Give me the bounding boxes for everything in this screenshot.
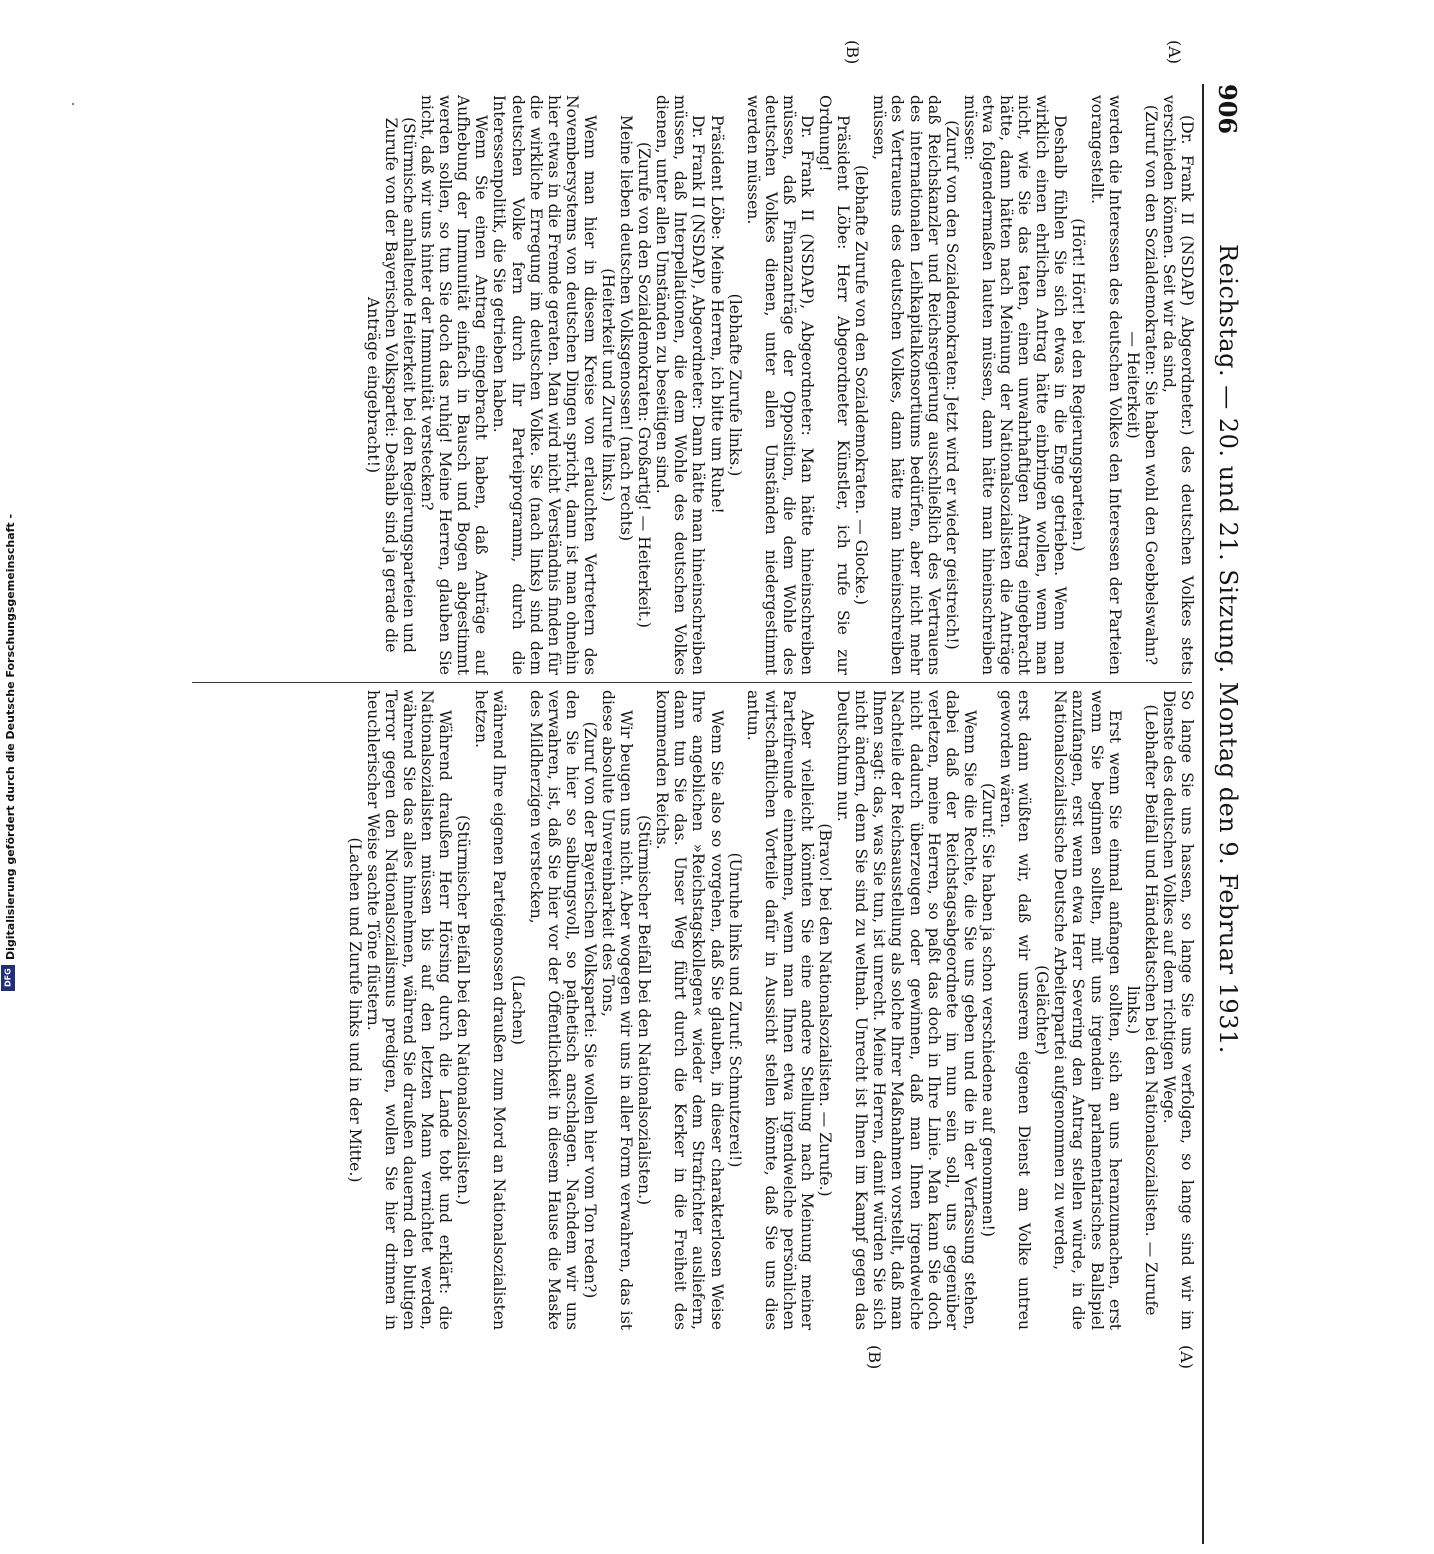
margin-marker-a-right: (A) <box>1177 1345 1196 1370</box>
stage-direction: (Zuruf: Sie haben ja schon verschiedene auf genommen!) <box>978 783 997 1237</box>
paragraph: Deshalb fühlen Sie sich etwas in die Enge getrieben. Wenn man wirklich einen ehrlichen Antrag hätte einbringen wollen, wenn man nicht, wie Sie das taten, einen unwahrhaftigen Antrag eingebracht hätte, dann hätten nach Meinung der Nationalsozialisten die Anträge etwa folgendermaßen lauten müssen, dann hätte man hineinschreiben müssen: <box>960 95 1070 675</box>
paragraph: Während draußen Herr Hörsing durch die Lande tobt und erklärt: die Nationalsozialisten müssen bis auf den letzten Mann vernichtet werden, während Sie das alles hinnehmen, während Sie draußen dauernd den blutigen Terror gegen den Nationalsozialismus predigen, wollen Sie hier drinnen in heuchlerischer Weise sachte Töne flüstern. <box>363 690 455 1330</box>
paragraph: Dr. Frank II (NSDAP), Abgeordneter: Dann hätte man hineinschreiben müssen, daß Interpellationen, die dem Wohle des deutschen Volkes dienen, unter allen Umständen zu beseitigen sind. <box>653 95 708 675</box>
stage-direction: (Zurufe von den Sozialdemokraten: Großartig! — Heiterkeit.) <box>635 142 654 628</box>
paragraph: (Dr. Frank II (NSDAP) Abgeordneter.) des deutschen Volkes stets verschieden können. Seit wir da sind, <box>1159 95 1196 675</box>
paragraph: Dr. Frank II (NSDAP), Abgeordneter: Man hätte hineinschreiben müssen, daß Finanzanträge der Opposition, die dem Wohle des deutschen Volkes dienen, unter allen Umständen niedergestimmt werden müssen. <box>743 95 817 675</box>
column-divider <box>192 682 1192 683</box>
rotated-page <box>72 0 1342 1370</box>
running-head-title: Reichstag. — 20. und 21. Sitzung. Montag den 9. Februar 1931. <box>1214 244 1242 1054</box>
left-column <box>186 95 1196 675</box>
paragraph: Präsident Löbe: Herr Abgeordneter Künstler, ich rufe Sie zur Ordnung! <box>816 95 853 675</box>
stage-direction: (Zuruf von den Sozialdemokraten: Jetzt wird er wieder geistreich!) <box>942 120 961 650</box>
digitization-credit: Digitalisierung gefördert durch die Deutsche Forschungsgemeinschaft - <box>4 513 17 960</box>
stage-direction: (Lachen) <box>508 975 527 1045</box>
dfg-logo: DFG <box>1 965 15 991</box>
stage-direction: (Lebhafter Beifall und Händeklatschen bei den Nationalsozialisten. — Zurufe links.) <box>1123 704 1160 1316</box>
paragraph: während Ihre eigenen Parteigenossen draußen zum Mord an Nationalsozialisten hetzen. <box>472 690 509 1330</box>
running-head <box>1202 84 1242 1554</box>
paragraph: werden die Interessen des deutschen Volkes den Interessen der Parteien vorangestellt. <box>1087 95 1124 675</box>
page-number: 906 <box>1213 84 1242 135</box>
paragraph: Wir beugen uns nicht. Aber wogegen wir uns in aller Form verwahren, das ist diese absolute Unvereinbarkeit des Tons, <box>599 690 636 1330</box>
paragraph: Wenn man hier in diesem Kreise von erlauchten Vertretern des Novembersystems von deutschen Dingen spricht, dann ist man ohnehin hier etwas in die Fremde geraten. Man wird nicht Verständnis finden für die wirkliche Erregung im deutschen Volke. Sie (nach links) sind dem deutschen Volke fern durch Ihr Parteiprogramm, durch die Interessenpolitik, die Sie getrieben haben. <box>490 95 599 675</box>
paragraph: Erst wenn Sie einmal anfangen sollten, sich an uns heranzumachen, erst wenn Sie beginnen sollten, mit uns irgendein parlamentarisches Ballspiel anzufangen, erst wenn etwa Herr Severing den Antrag stellen würde, in die Nationalsozialistische Deutsche Arbeiterpartei aufgenommen zu werden, <box>1051 690 1124 1330</box>
stage-direction: (Stürmische anhaltende Heiterkeit bei den Regierungsparteien und Zurufe von der Bayerischen Volkspartei: Deshalb sind ja gerade die Anträge eingebracht!) <box>363 117 418 653</box>
stage-direction: (Stürmischer Beifall bei den Nationalsozialisten.) <box>454 814 473 1206</box>
stage-direction: (lebhafte Zurufe von den Sozialdemokraten. — Glocke.) <box>852 164 871 605</box>
paragraph: Wenn Sie einen Antrag eingebracht haben, daß Anträge auf Aufhebung der Immunität einfach in Bausch und Bogen abgestimmt werden sollen, so tun Sie doch das ruhig! Meine Herren, glauben Sie nicht, daß wir uns hinter der Immunität verstecken? <box>418 95 491 675</box>
paragraph: So lange Sie uns hassen, so lange Sie uns verfolgen, so lange sind wir im Dienste des deutschen Volkes auf dem richtigen Wege. <box>1159 690 1196 1330</box>
margin-marker-b-left: (B) <box>843 40 862 65</box>
stage-direction: (Stürmischer Beifall bei den Nationalsozialisten.) <box>635 814 654 1206</box>
paragraph: daß Reichskanzler und Reichsregierung ausschließlich des Vertrauens des internationalen Leihkapitalkonsortiums bedürfen, aber nicht mehr des Vertrauens des deutschen Volkes, dann hätte man hineinschreiben müssen, <box>870 95 943 675</box>
stage-direction: (Unruhe links und Zuruf: Schmutzerei!) <box>725 852 744 1168</box>
stage-direction: (Zuruf von den Sozialdemokraten: Sie haben wohl den Goebbelswahn? — Heiterkeit) <box>1123 104 1160 666</box>
paragraph: Wenn Sie also so vorgehen, daß Sie glauben, in dieser charakterlosen Weise Ihre angeblichen »Reichstagskollegen« wieder dem Strafrichter ausliefern, dann tun Sie das. Unser Weg führt durch die Kerker in die Freiheit des kommenden Reichs. <box>653 690 726 1330</box>
stage-direction: (Hört! Hört! bei den Regierungsparteien.) <box>1069 218 1088 552</box>
stage-direction: (Lachen und Zurufe links und in der Mitte.) <box>345 837 364 1183</box>
paragraph: Präsident Löbe: Meine Herren, ich bitte um Ruhe! <box>707 115 726 514</box>
stage-direction: (Heiterkeit und Zurufe links.) <box>599 268 617 502</box>
paragraph: Wenn Sie die Rechte, die Sie uns geben und die in der Verfassung stehen, dabei daß der Reichstagsabgeordnete im nun sein soll, uns gegenüber verletzen, meine Herren, so paßt das doch in Ihre Linie. Man kann Sie doch nicht dadurch überzeugen oder gewinnen, daß man Ihnen irgendwelche Nachteile der Reichsausstellung als solche Ihrer Maßnahmen vorstellt, daß man Ihnen sagt: das, was Sie tun, ist unrecht. Meine Herren, damit würden Sie sich nicht ändern, denn Sie sind zu weltnah. Unrecht ist Ihnen im Kampf gegen das Deutschtum nur. <box>834 690 979 1330</box>
stage-direction: (Bravo! bei den Nationalsozialisten. — Zurufe.) <box>816 823 835 1197</box>
paragraph: Aber vielleicht könnten Sie eine andere Stellung nach Meinung meiner Parteifreunde einnehmen, wenn man Ihnen etwa irgendwelche persönlichen wirtschaftlichen Vorteile dafür in Aussicht stellen könnte, daß Sie uns dies antun. <box>743 690 817 1330</box>
stage-direction: (lebhafte Zurufe links.) <box>725 293 744 477</box>
paragraph: Meine lieben deutschen Volksgenossen! (nach rechts) <box>617 115 636 542</box>
margin-marker-b-right: (B) <box>865 1345 884 1370</box>
stage-direction: (Gelächter) <box>1033 965 1052 1055</box>
paragraph: erst dann wüßten wir, daß wir unserem eigenen Dienst am Volke untreu geworden wären. <box>997 690 1034 1330</box>
margin-marker-a-left: (A) <box>1165 40 1184 65</box>
right-column <box>186 690 1196 1330</box>
paragraph: den Sie hier so salbungsvoll, so pathetisch anschlagen. Nachdem wir uns verwahren, ist, daß Sie hier vor der Öffentlichkeit in diesem Hause die Maske des Mildherzigen verstecken, <box>526 690 581 1330</box>
stage-direction: (Zuruf von der Bayerischen Volkspartei: Sie wollen hier vom Ton reden?) <box>580 721 599 1299</box>
header-rule <box>1202 84 1204 1544</box>
